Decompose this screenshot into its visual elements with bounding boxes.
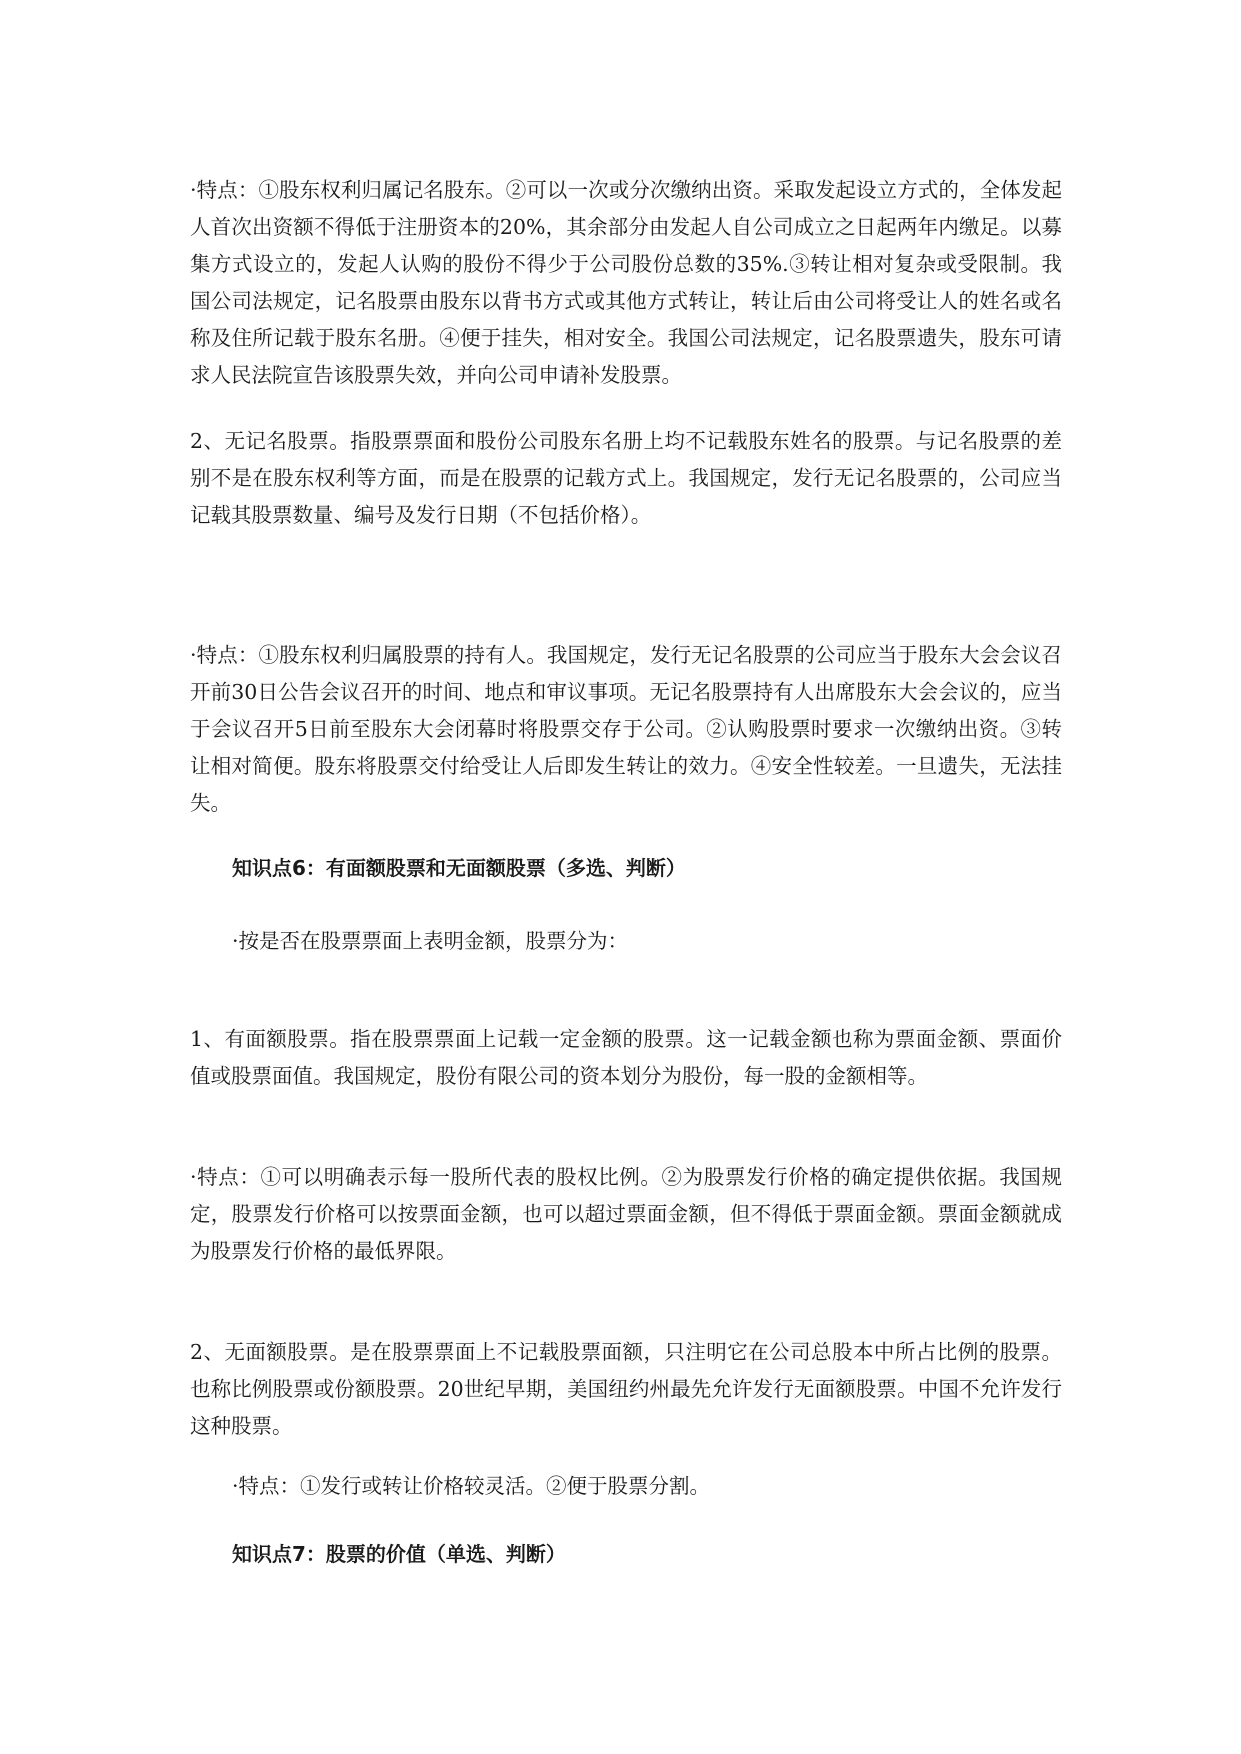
paragraph-no-par-stock-definition: 2、无面额股票。是在股票票面上不记载股票面额，只注明它在公司总股本中所占比例的股票。也称比例股票或份额股票。20世纪早期，美国纽约州最先允许发行无面额股票。中国不允许发行这种股票。 (190, 1340, 1062, 1438)
heading-knowledge-point-6: 知识点6：有面额股票和无面额股票（多选、判断） (232, 856, 686, 880)
heading-knowledge-point-7: 知识点7：股票的价值（单选、判断） (232, 1542, 566, 1566)
paragraph-registered-stock-features: ·特点：①股东权利归属记名股东。②可以一次或分次缴纳出资。采取发起设立方式的，全体发起人首次出资额不得低于注册资本的20%，其余部分由发起人自公司成立之日起两年内缴足。以募集方式设立的，发起人认购的股份不得少于公司股份总数的35%.③转让相对复杂或受限制。我国公司法规定，记名股票由股东以背书方式或其他方式转让，转让后由公司将受让人的姓名或名称及住所记载于股东名册。④便于挂失，相对安全。我国公司法规定，记名股票遗失，股东可请求人民法院宣告该股票失效，并向公司申请补发股票。 (190, 178, 1062, 387)
paragraph-par-value-stock-definition: 1、有面额股票。指在股票票面上记载一定金额的股票。这一记载金额也称为票面金额、票面价值或股票面值。我国规定，股份有限公司的资本划分为股份，每一股的金额相等。 (190, 1027, 1062, 1088)
paragraph-no-par-stock-features: ·特点：①发行或转让价格较灵活。②便于股票分割。 (232, 1474, 711, 1498)
paragraph-par-value-classification: ·按是否在股票票面上表明金额，股票分为： (232, 929, 629, 953)
paragraph-bearer-stock-definition: 2、无记名股票。指股票票面和股份公司股东名册上均不记载股东姓名的股票。与记名股票的差别不是在股东权利等方面，而是在股票的记载方式上。我国规定，发行无记名股票的，公司应当记载其股票数量、编号及发行日期（不包括价格）。 (190, 429, 1062, 527)
paragraph-bearer-stock-features: ·特点：①股东权利归属股票的持有人。我国规定，发行无记名股票的公司应当于股东大会会议召开前30日公告会议召开的时间、地点和审议事项。无记名股票持有人出席股东大会会议的，应当于会议召开5日前至股东大会闭幕时将股票交存于公司。②认购股票时要求一次缴纳出资。③转让相对简便。股东将股票交付给受让人后即发生转让的效力。④安全性较差。一旦遗失，无法挂失。 (190, 643, 1062, 815)
paragraph-par-value-stock-features: ·特点：①可以明确表示每一股所代表的股权比例。②为股票发行价格的确定提供依据。我国规定，股票发行价格可以按票面金额，也可以超过票面金额，但不得低于票面金额。票面金额就成为股票发行价格的最低界限。 (190, 1165, 1062, 1263)
